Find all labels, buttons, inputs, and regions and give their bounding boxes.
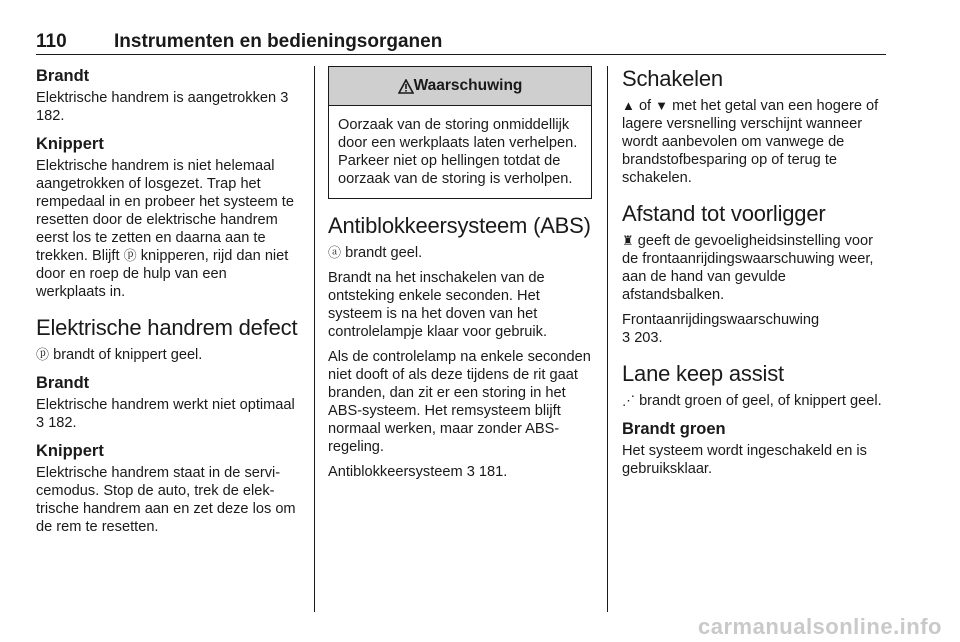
column-divider [607, 66, 608, 612]
warning-header [329, 67, 591, 106]
page-header [36, 32, 886, 55]
paragraph: ⓟ brandt of knippert geel. [36, 347, 203, 363]
column-left [36, 66, 300, 536]
paragraph: Elektrische handrem staat in de servicemodus. Stop de auto, trek de elektrische handrem aan en zet deze los om de rem te resetten. [36, 465, 296, 535]
paragraph: Elektrische handrem is aangetrokken 3 182. [36, 90, 289, 124]
page-reference[interactable]: 181. [478, 464, 508, 480]
warning-text: Oorzaak van de storing onmiddellijk door een werkplaats laten verhelpen. Parkeer niet op hellingen totdat de oorzaak van de storing is verholpen. [338, 117, 578, 187]
paragraph: ♜ geeft de gevoeligheidsinstelling voor de frontaanrijdingswaarschuwing weer, aan de hand van gevulde afstandsbalken. [622, 233, 874, 303]
reference-arrow-icon: 3 [622, 330, 631, 346]
paragraph: Als de controlelamp na enkele seconden niet dooft of als deze tijdens de rit gaat branden, dan zit er een storing in het ABS-systeem. Het remsysteem blijft normaal werken, maar zonder ABS-regeling. [328, 349, 591, 455]
subheading-knippert: Knippert [36, 442, 104, 460]
column-right [622, 66, 888, 478]
watermark: carmanualsonline.info [698, 614, 942, 639]
page-reference[interactable]: 182. [48, 415, 77, 431]
shift-up-icon: ▲ [622, 98, 635, 113]
page-reference[interactable]: 203. [634, 330, 663, 346]
warning-title: Waarschuwing [413, 77, 523, 94]
reference-arrow-icon: 3 [280, 90, 289, 106]
paragraph: Elektrische handrem is niet helemaal aangetrokken of losgezet. Trap het rempedaal in en probeer het systeem te resetten door de elektrische handrem eerst los te zetten en daarna aan te trekken. Blijft ⓟ knipperen, rijd dan niet door en roep de hulp van een werkplaats in. [36, 158, 294, 300]
subheading-brandt: Brandt [36, 67, 90, 85]
subheading-knippert: Knippert [36, 135, 104, 153]
brake-fault-icon: ⓟ [36, 347, 50, 362]
paragraph: ⓐ brandt geel. [328, 245, 423, 261]
section-title: Antiblokkeersysteem (ABS) [328, 213, 591, 238]
page-title: Instrumenten en bedieningsorganen [114, 31, 443, 52]
paragraph: ▲ of ▼ met het getal van een hogere of lagere versnelling verschijnt wanneer wordt aanbevolen om vanwege de brandstofbesparing op of terug te schakelen. [622, 98, 879, 186]
car-distance-icon: ♜ [622, 233, 634, 248]
subheading-brandt: Brandt [36, 374, 90, 392]
section-title: Lane keep assist [622, 361, 784, 386]
lane-keep-icon: ⋰ [622, 393, 635, 408]
section-title: Afstand tot voorligger [622, 201, 826, 226]
page-reference[interactable]: 182. [36, 108, 65, 124]
parking-brake-icon: ⓟ [123, 248, 137, 263]
shift-down-icon: ▼ [655, 98, 669, 113]
section-title: Schakelen [622, 66, 723, 91]
subheading-brandt-groen: Brandt groen [622, 420, 726, 438]
reference-arrow-icon: 3 [36, 415, 45, 431]
paragraph: Antiblokkeersysteem 3 181. [328, 464, 508, 480]
warning-icon [398, 79, 414, 94]
section-title: Elektrische handrem defect [36, 315, 298, 340]
paragraph: Brandt na het inschakelen van de ontsteking enkele seconden. Het systeem is na het doven van het controlelampje klaar voor gebruik. [328, 270, 548, 340]
warning-box [328, 66, 592, 199]
paragraph: ⋰ brandt groen of geel, of knippert geel. [622, 393, 882, 409]
column-divider [314, 66, 315, 612]
paragraph: Het systeem wordt ingeschakeld en is gebruiksklaar. [622, 443, 867, 477]
paragraph: Frontaanrijdingswaarschuwing 3 203. [622, 312, 820, 346]
page-number: 110 [36, 31, 67, 52]
abs-icon: ⓐ [328, 245, 342, 260]
paragraph: Elektrische handrem werkt niet optimaal 3 182. [36, 397, 295, 431]
column-middle [328, 66, 592, 481]
reference-arrow-icon: 3 [466, 464, 475, 480]
